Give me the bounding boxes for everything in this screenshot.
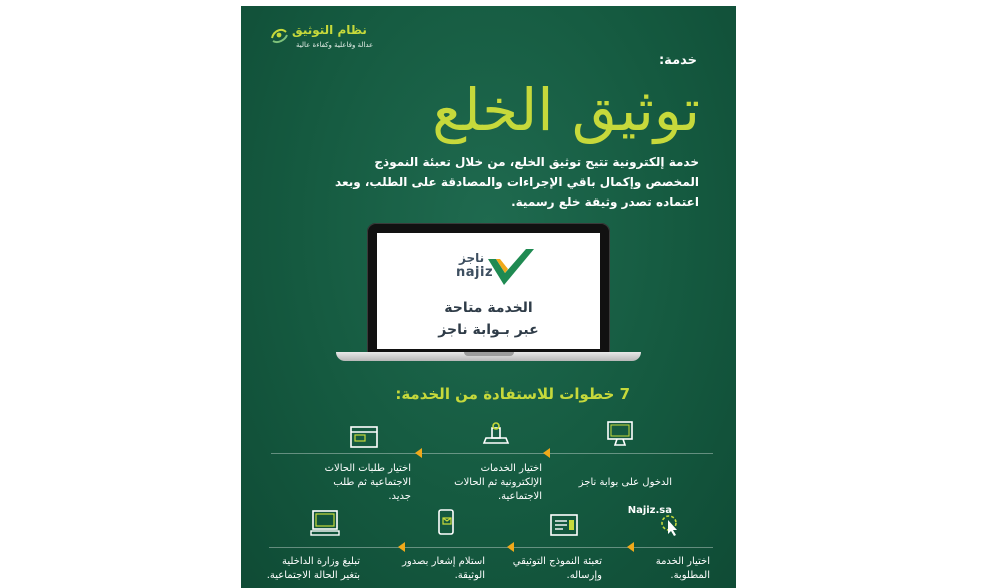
arrow-indicator [415, 448, 422, 458]
page-title: توثيق الخلع [432, 76, 700, 144]
arrow-indicator [627, 542, 634, 552]
monitor-icon [603, 420, 637, 448]
arrow-indicator [543, 448, 550, 458]
service-poster [241, 6, 736, 588]
najiz-logo [452, 243, 537, 293]
step-6-text: استلام إشعار بصدور الوثيقة. [402, 556, 485, 581]
step-5-text: تعبئة النموذج التوثيقي وإرساله. [512, 556, 602, 581]
service-description: خدمة إلكترونية تتيح توثيق الخلع، من خلال تعبئة النموذج المخصص وإكمال باقي الإجراءات والمصادقة على الطلب، وبعد اعتماده تصدر وثيقة خلع رسمية. [335, 155, 699, 209]
mobile-notification-icon [430, 508, 464, 536]
najiz-logo-arabic: ناجز [459, 251, 485, 265]
tawtheeq-logo [268, 22, 378, 56]
najiz-link[interactable]: Najiz.sa [627, 505, 672, 516]
arrow-indicator [398, 542, 405, 552]
step-3-text: اختيار طلبات الحالات الاجتماعية ثم طلب جديد. [324, 463, 411, 502]
laptop-lid [367, 223, 610, 353]
screen-availability-line: الخدمة متاحة [444, 300, 533, 316]
step-2-text: اختيار الخدمات الإلكترونية ثم الحالات الاجتماعية. [454, 463, 542, 502]
computer-icon [309, 509, 343, 537]
logo-title: نظام التوثيق [292, 23, 367, 37]
cursor-gear-icon [653, 510, 687, 538]
steps-heading: 7 خطوات للاستفادة من الخدمة: [395, 385, 630, 403]
steps-row-1-divider [271, 453, 713, 454]
arrow-indicator [507, 542, 514, 552]
step-7-text: تبليغ وزارة الداخلية بتغير الحالة الاجتماعية. [266, 556, 360, 581]
form-icon [547, 512, 581, 540]
laptop-illustration [336, 223, 641, 368]
najiz-logo-latin: najiz [456, 265, 494, 280]
laptop-screen [377, 233, 600, 349]
stamp-icon [479, 420, 513, 448]
logo-tagline: عدالة وفاعلية وكفاءة عالية [296, 41, 374, 49]
step-1-label: الدخول على بوابة ناجز [578, 477, 672, 488]
steps-row-2-divider [269, 547, 713, 548]
service-label: خدمة: [658, 53, 697, 68]
laptop-notch [464, 352, 514, 356]
screen-portal-line: عبر بـوابة ناجز [438, 322, 539, 338]
tawtheeq-logo-icon [268, 24, 290, 46]
browser-window-icon [347, 424, 381, 452]
najiz-check-icon [486, 245, 536, 289]
step-4-text: اختيار الخدمة المطلوبة. [655, 556, 710, 581]
